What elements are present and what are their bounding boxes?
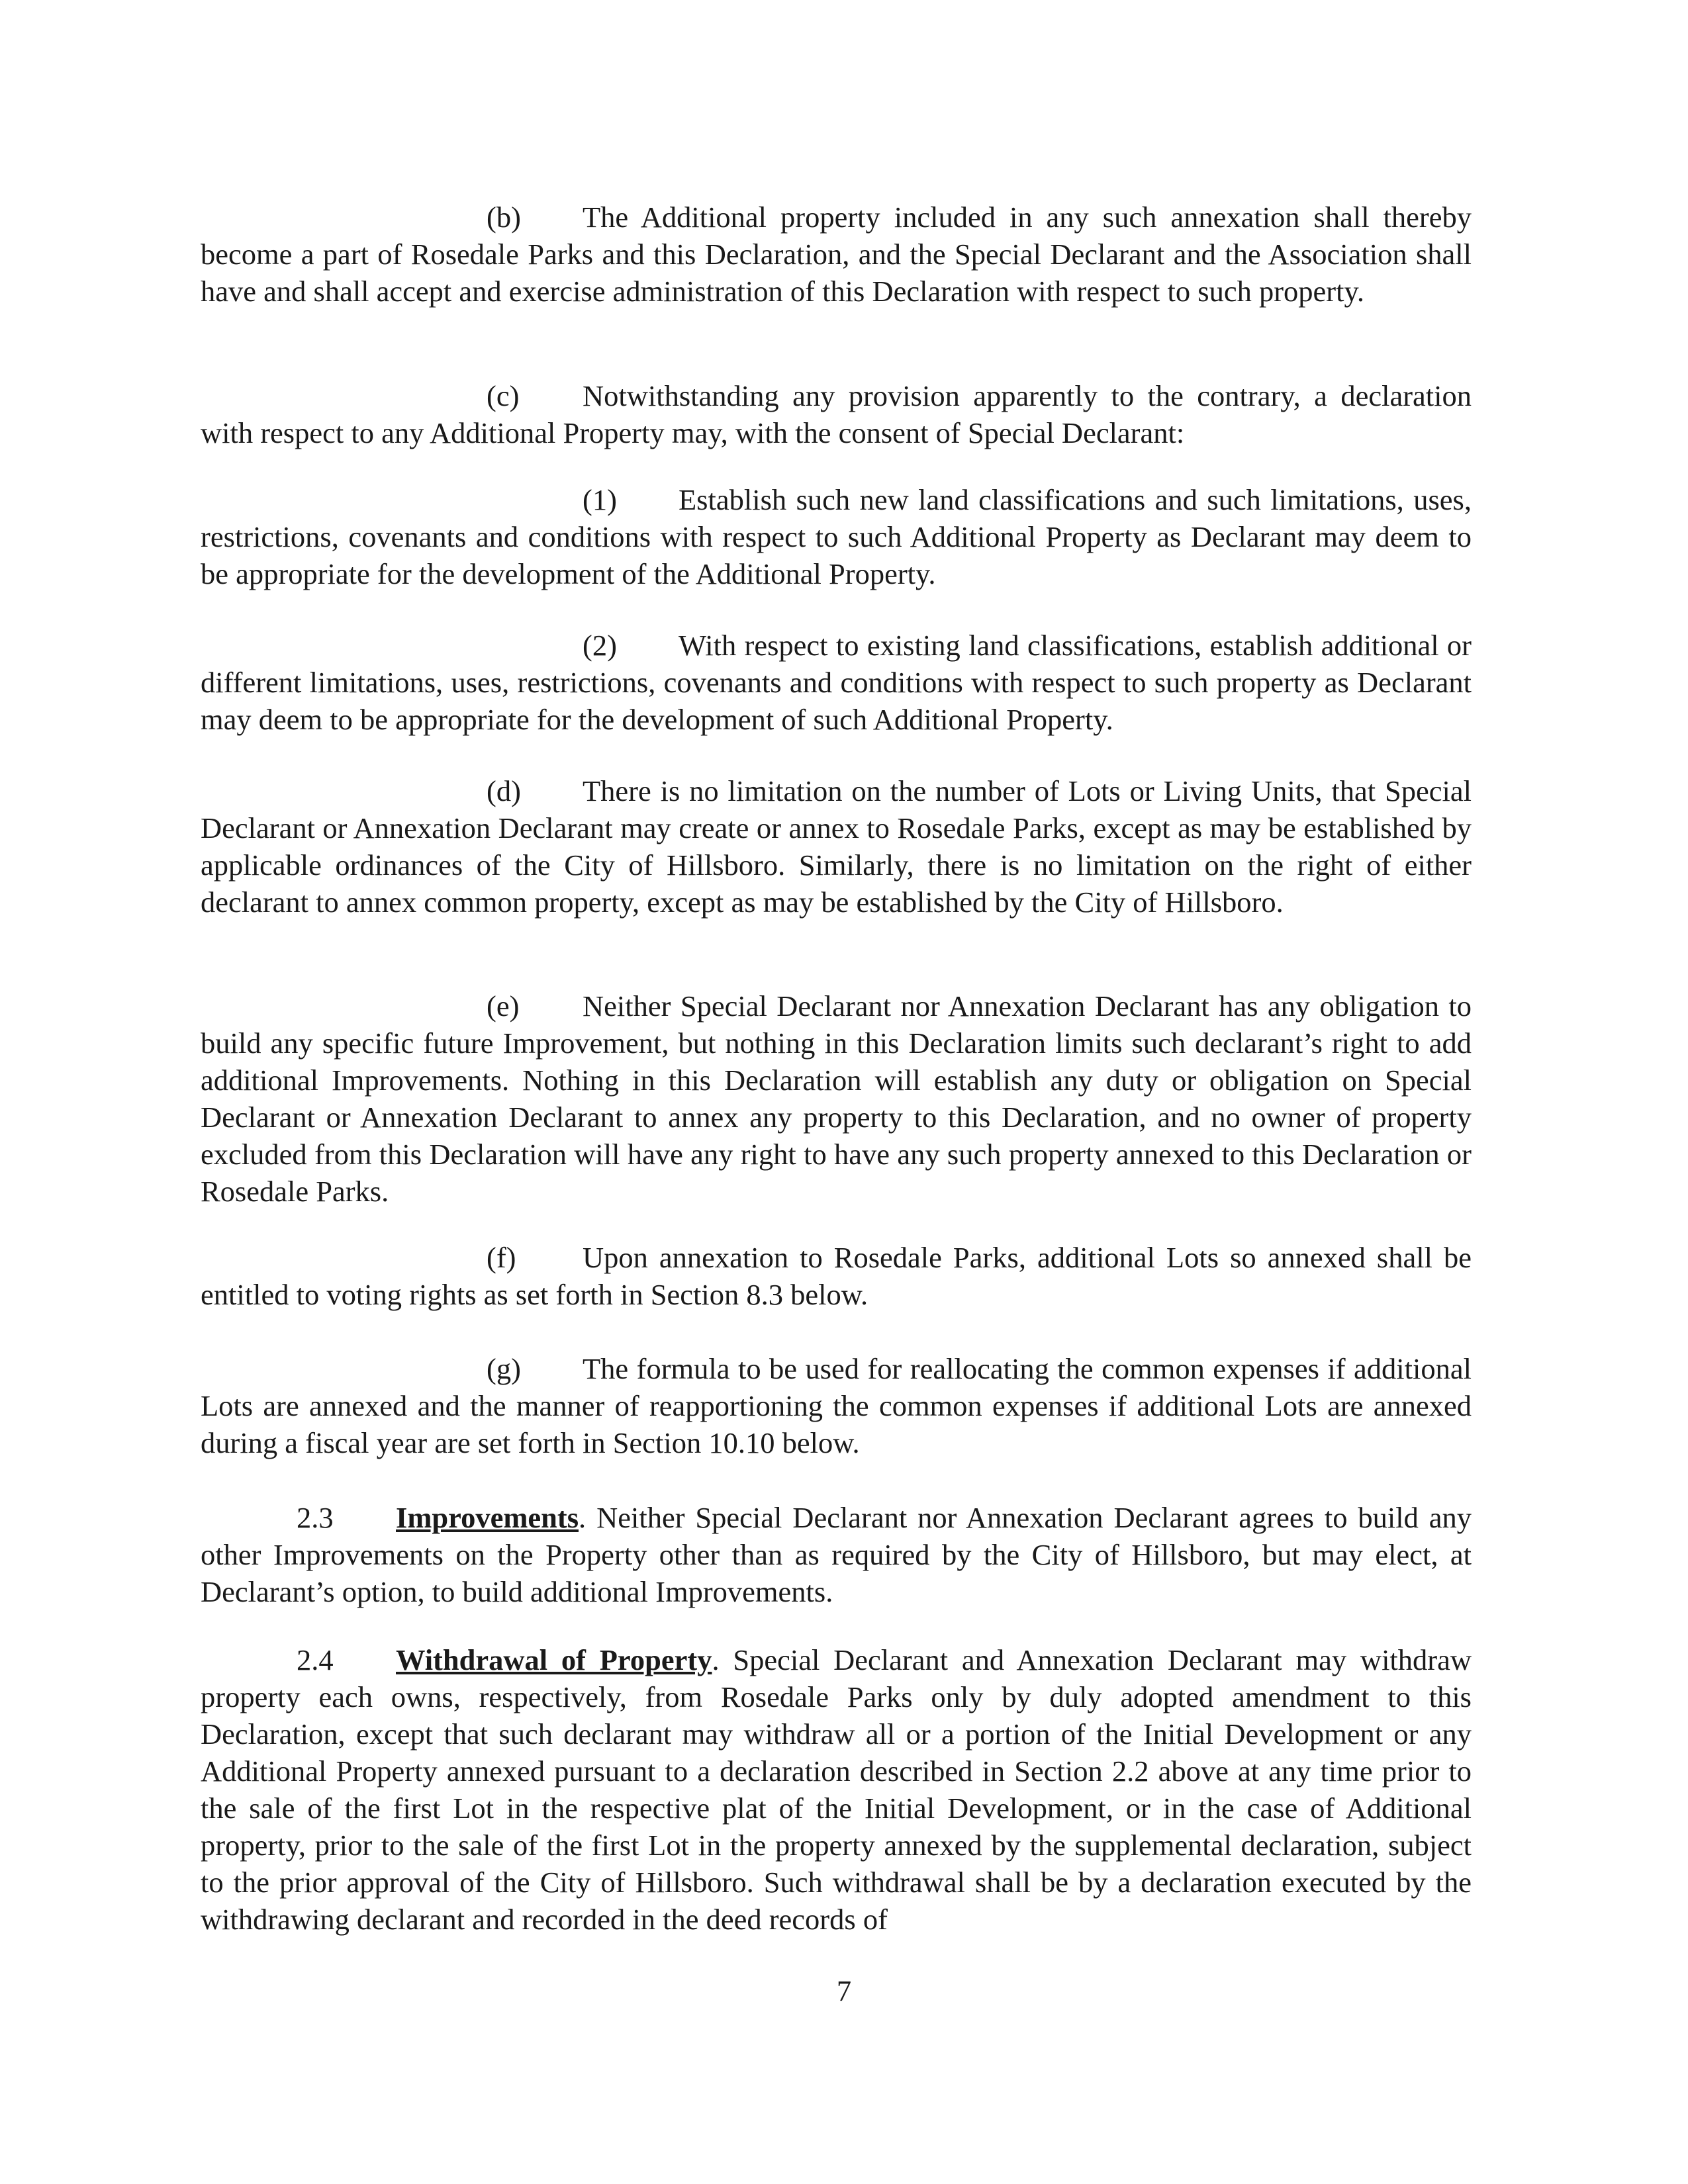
- paragraph-c: [201, 377, 1472, 451]
- paragraph-f-text: Upon annexation to Rosedale Parks, additional Lots so annexed shall be entitled to voting rights as set forth in Section 8.3 below.: [201, 1241, 1472, 1311]
- section-2-4: [201, 1641, 1472, 1938]
- paragraph-g: [201, 1350, 1472, 1461]
- paragraph-c2: [201, 627, 1472, 738]
- paragraph-f-label: (f): [487, 1241, 516, 1274]
- paragraph-c2-label: (2): [583, 629, 617, 662]
- paragraph-d: [201, 772, 1472, 921]
- paragraph-f: [201, 1239, 1472, 1313]
- paragraph-d-text: There is no limitation on the number of Lots or Living Units, that Special Declarant or Annexation Declarant may create or annex to Rosedale Parks, except as may be established by applicable ordinances of the City of Hillsboro. Similarly, there is no limitation on the right of either declarant to annex common property, except as may be established by the City of Hillsboro.: [201, 774, 1472, 919]
- paragraph-g-label: (g): [487, 1352, 521, 1385]
- paragraph-b: [201, 199, 1472, 310]
- section-2-4-number: 2.4: [297, 1643, 334, 1676]
- page-number: 7: [836, 1974, 852, 2007]
- paragraph-c1-label: (1): [583, 483, 617, 516]
- paragraph-c2-text: With respect to existing land classifications, establish additional or different limitations, uses, restrictions, covenants and conditions with respect to such property as Declarant may deem to be appropriate for the development of such Additional Property.: [201, 629, 1472, 736]
- section-2-3-heading: Improvements: [396, 1501, 579, 1534]
- paragraph-e: [201, 987, 1472, 1210]
- section-2-3: [201, 1499, 1472, 1610]
- section-2-4-heading: Withdrawal of Property: [396, 1643, 712, 1676]
- section-2-3-number: 2.3: [297, 1501, 334, 1534]
- paragraph-c-text: Notwithstanding any provision apparently to the contrary, a declaration with respect to any Additional Property may, with the consent of Special Declarant:: [201, 379, 1472, 449]
- paragraph-c1: [201, 481, 1472, 592]
- section-2-4-text: . Special Declarant and Annexation Declarant may withdraw property each owns, respectively, from Rosedale Parks only by duly adopted amendment to this Declaration, except that such declarant may withdraw all or a portion of the Initial Development or any Additional Property annexed pursuant to a declaration described in Section 2.2 above at any time prior to the sale of the first Lot in the respective plat of the Initial Development, or in the case of Additional property, prior to the sale of the first Lot in the property annexed by the supplemental declaration, subject to the prior approval of the City of Hillsboro. Such withdrawal shall be by a declaration executed by the withdrawing declarant and recorded in the deed records of: [201, 1643, 1472, 1936]
- paragraph-e-text: Neither Special Declarant nor Annexation Declarant has any obligation to build any specific future Improvement, but nothing in this Declaration limits such declarant’s right to add additional Improvements. Nothing in this Declaration will establish any duty or obligation on Special Declarant or Annexation Declarant to annex any property to this Declaration, and no owner of property excluded from this Declaration will have any right to have any such property annexed to this Declaration or Rosedale Parks.: [201, 989, 1472, 1208]
- paragraph-g-text: The formula to be used for reallocating the common expenses if additional Lots are annexed and the manner of reapportioning the common expenses if additional Lots are annexed during a fiscal year are set forth in Section 10.10 below.: [201, 1352, 1472, 1459]
- paragraph-b-text: The Additional property included in any such annexation shall thereby become a part of Rosedale Parks and this Declaration, and the Special Declarant and the Association shall have and shall accept and exercise administration of this Declaration with respect to such property.: [201, 201, 1472, 308]
- paragraph-c-label: (c): [487, 379, 520, 412]
- paragraph-e-label: (e): [487, 989, 520, 1023]
- paragraph-d-label: (d): [487, 774, 521, 807]
- section-2-3-text: . Neither Special Declarant nor Annexation Declarant agrees to build any other Improvements on the Property other than as required by the City of Hillsboro, but may elect, at Declarant’s option, to build additional Improvements.: [201, 1501, 1472, 1608]
- paragraph-c1-text: Establish such new land classifications and such limitations, uses, restrictions, covenants and conditions with respect to such Additional Property as Declarant may deem to be appropriate for the development of the Additional Property.: [201, 483, 1472, 590]
- paragraph-b-label: (b): [487, 201, 521, 234]
